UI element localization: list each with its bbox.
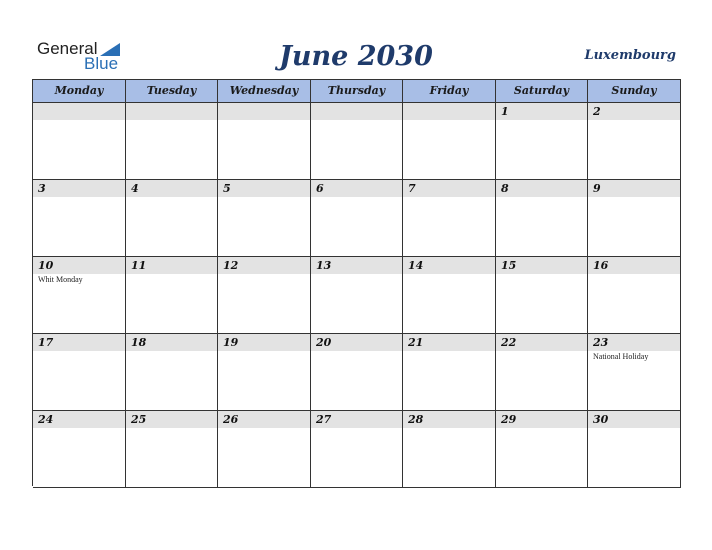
day-cell xyxy=(33,180,126,257)
day-number: 9 xyxy=(593,182,601,195)
day-cell xyxy=(496,180,588,257)
day-cell xyxy=(588,257,681,334)
week-row xyxy=(33,411,681,488)
day-cell xyxy=(403,103,496,180)
day-cell xyxy=(126,411,218,488)
day-number: 14 xyxy=(408,259,424,272)
day-cell xyxy=(33,334,126,411)
day-cell xyxy=(311,334,403,411)
day-cell xyxy=(218,334,311,411)
day-number: 12 xyxy=(223,259,239,272)
day-cell xyxy=(218,103,311,180)
day-cell xyxy=(218,257,311,334)
day-cell xyxy=(311,411,403,488)
day-number: 16 xyxy=(593,259,609,272)
weekday-header: Monday xyxy=(33,80,126,103)
day-cell xyxy=(588,411,681,488)
day-number: 27 xyxy=(316,413,332,426)
day-number: 29 xyxy=(501,413,517,426)
day-number: 19 xyxy=(223,336,239,349)
day-cell xyxy=(403,180,496,257)
weekday-header: Friday xyxy=(403,80,496,103)
holiday-label: Whit Monday xyxy=(38,275,83,284)
day-number: 20 xyxy=(316,336,332,349)
logo-blue-text: Blue xyxy=(84,54,119,73)
day-cell xyxy=(126,103,218,180)
day-number: 2 xyxy=(593,105,601,118)
weekday-header: Tuesday xyxy=(126,80,218,103)
day-number: 3 xyxy=(38,182,46,195)
day-cell xyxy=(218,411,311,488)
week-row xyxy=(33,103,681,180)
day-number: 23 xyxy=(593,336,609,349)
day-cell xyxy=(588,103,681,180)
calendar-grid xyxy=(32,79,681,486)
day-cell xyxy=(588,334,681,411)
day-cell xyxy=(496,411,588,488)
day-cell xyxy=(311,103,403,180)
day-number: 25 xyxy=(131,413,147,426)
weekday-header-row xyxy=(33,80,681,103)
day-number: 8 xyxy=(501,182,509,195)
day-cell xyxy=(496,334,588,411)
day-number: 26 xyxy=(223,413,239,426)
day-cell xyxy=(588,180,681,257)
day-cell xyxy=(496,257,588,334)
day-cell xyxy=(33,103,126,180)
logo-general-text: General xyxy=(37,39,98,58)
day-number: 28 xyxy=(408,413,424,426)
day-number: 1 xyxy=(501,105,509,118)
country-label: Luxembourg xyxy=(584,48,676,63)
day-cell xyxy=(33,257,126,334)
day-cell xyxy=(403,257,496,334)
day-number: 22 xyxy=(501,336,517,349)
generalblue-logo xyxy=(37,40,127,74)
day-cell xyxy=(311,257,403,334)
day-number: 13 xyxy=(316,259,332,272)
weekday-header: Sunday xyxy=(588,80,681,103)
day-cell xyxy=(496,103,588,180)
day-number: 4 xyxy=(131,182,139,195)
day-cell xyxy=(218,180,311,257)
day-number: 7 xyxy=(408,182,416,195)
day-cell xyxy=(403,334,496,411)
day-cell xyxy=(311,180,403,257)
day-number: 18 xyxy=(131,336,147,349)
week-row xyxy=(33,334,681,411)
day-number: 24 xyxy=(38,413,54,426)
holiday-label: National Holiday xyxy=(593,352,649,361)
day-number: 17 xyxy=(38,336,54,349)
day-number: 6 xyxy=(316,182,324,195)
day-cell xyxy=(126,180,218,257)
day-number: 21 xyxy=(408,336,424,349)
day-number: 10 xyxy=(38,259,54,272)
day-cell xyxy=(33,411,126,488)
week-row xyxy=(33,257,681,334)
day-number: 11 xyxy=(131,259,147,272)
day-cell xyxy=(403,411,496,488)
week-row xyxy=(33,180,681,257)
day-number: 30 xyxy=(593,413,609,426)
weekday-header: Saturday xyxy=(496,80,588,103)
day-cell xyxy=(126,334,218,411)
weekday-header: Thursday xyxy=(311,80,403,103)
day-number: 5 xyxy=(223,182,231,195)
calendar-title: June 2030 xyxy=(279,41,433,72)
weekday-header: Wednesday xyxy=(218,80,311,103)
day-number: 15 xyxy=(501,259,517,272)
day-cell xyxy=(126,257,218,334)
